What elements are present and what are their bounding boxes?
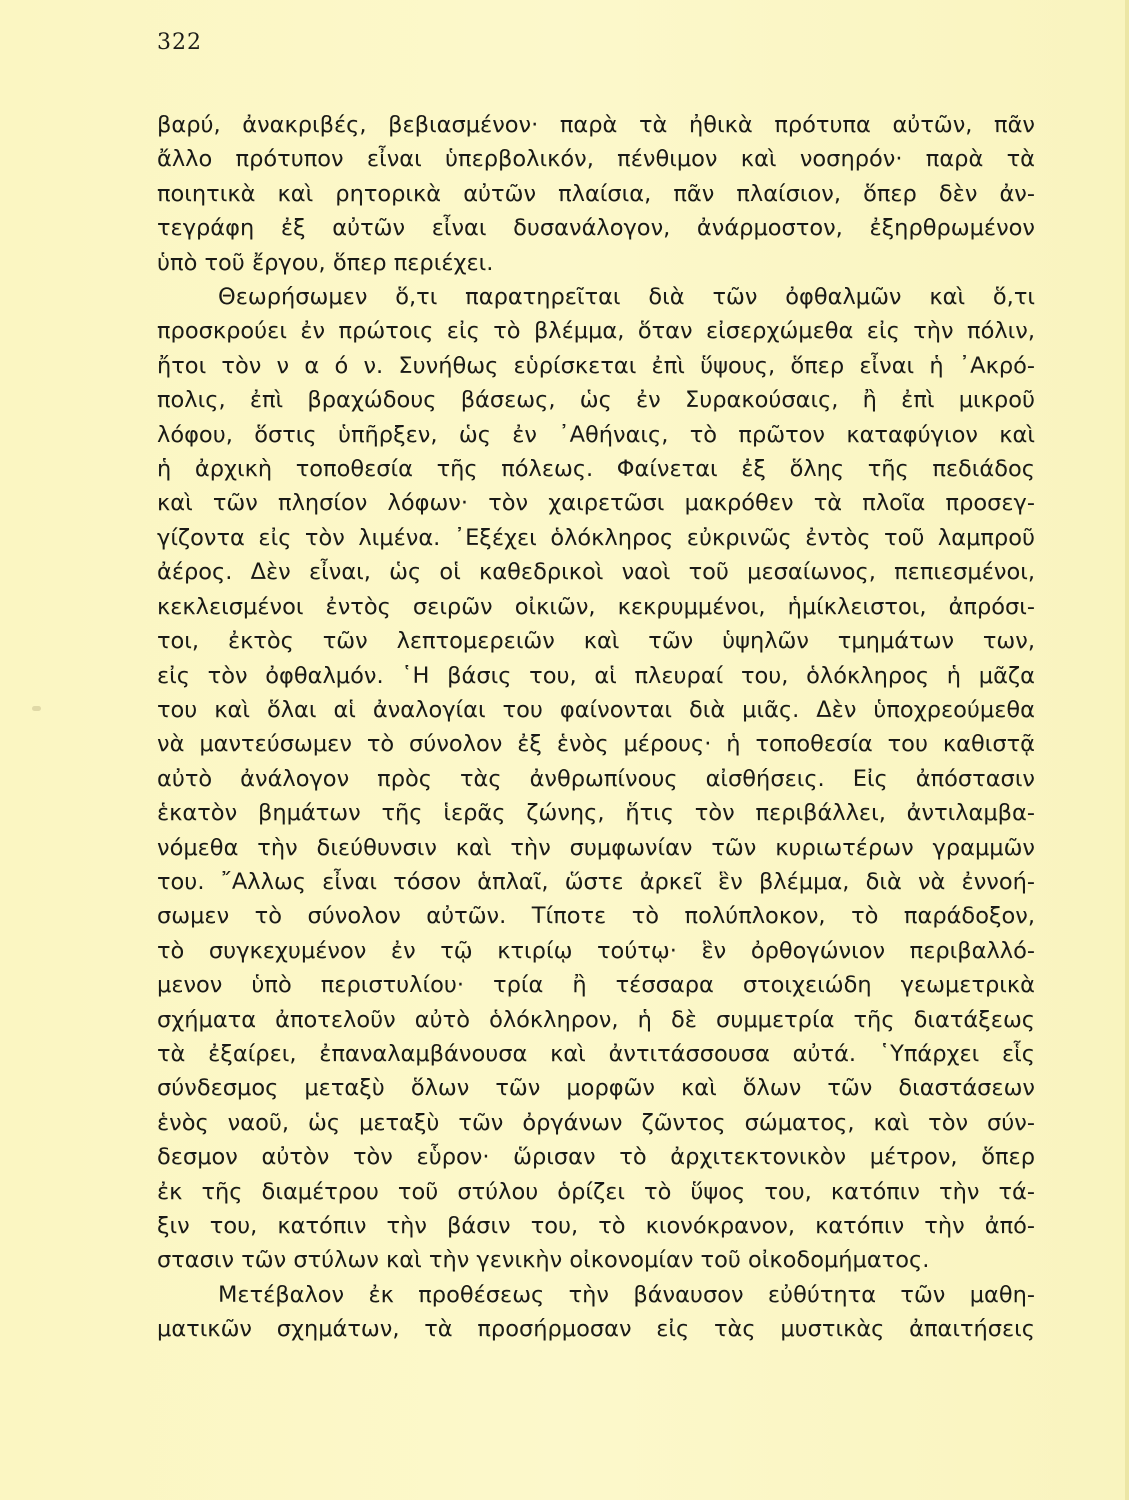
text-line: βαρύ, ἀνακριβές, βεβιασμένον· παρὰ τὰ ἠθικὰ πρότυπα αὐτῶν, πᾶν <box>157 112 1035 138</box>
text-line: ποιητικὰ καὶ ρητορικὰ αὐτῶν πλαίσια, πᾶν πλαίσιον, ὅπερ δὲν ἀν- <box>157 180 1035 207</box>
text-line: σύνδεσμος μεταξὺ ὅλων τῶν μορφῶν καὶ ὅλων τῶν διαστάσεων <box>157 1075 1035 1102</box>
paper-blemish <box>32 706 41 711</box>
text-line: Θεωρήσωμεν ὅ,τι παρατηρεῖται διὰ τῶν ὀφθαλμῶν καὶ ὅ,τι <box>218 284 1035 311</box>
text-line: τεγράφη ἐξ αὐτῶν εἶναι δυσανάλογον, ἀνάρμοστον, ἐξηρθρωμένον <box>157 215 1035 242</box>
text-line: καὶ τῶν πλησίον λόφων· τὸν χαιρετῶσι μακρόθεν τὰ πλοῖα προσεγ- <box>157 490 1035 517</box>
text-line: ὑπὸ τοῦ ἔργου, ὅπερ περιέχει. <box>157 249 494 276</box>
text-line: γίζοντα εἰς τὸν λιμένα. ᾿Εξέχει ὁλόκληρος εὐκρινῶς ἐντὸς τοῦ λαμπροῦ <box>157 524 1035 551</box>
text-line: δεσμον αὐτὸν τὸν εὗρον· ὥρισαν τὸ ἀρχιτεκτονικὸν μέτρον, ὅπερ <box>157 1144 1035 1171</box>
text-line: σωμεν τὸ σύνολον αὐτῶν. Τίποτε τὸ πολύπλοκον, τὸ παράδοξον, <box>157 903 1035 930</box>
text-line: ἀέρος. Δὲν εἶναι, ὡς οἱ καθεδρικοὶ ναοὶ τοῦ μεσαίωνος, πεπιεσμένοι, <box>157 559 1035 586</box>
text-line: τὰ ἐξαίρει, ἐπαναλαμβάνουσα καὶ ἀντιτάσσουσα αὐτά. ῾Υπάρχει εἷς <box>157 1040 1035 1067</box>
text-line: νὰ μαντεύσωμεν τὸ σύνολον ἐξ ἑνὸς μέρους· ἡ τοποθεσία του καθιστᾷ <box>157 731 1035 758</box>
text-line: ἑνὸς ναοῦ, ὡς μεταξὺ τῶν ὀργάνων ζῶντος σώματος, καὶ τὸν σύν- <box>157 1109 1035 1136</box>
text-line: εἰς τὸν ὀφθαλμόν. ῾Η βάσις του, αἱ πλευραί του, ὁλόκληρος ἡ μᾶζα <box>157 662 1035 689</box>
text-line: ἐκ τῆς διαμέτρου τοῦ στύλου ὁρίζει τὸ ὕψος του, κατόπιν τὴν τά- <box>157 1178 1035 1205</box>
text-line: πολις, ἐπὶ βραχώδους βάσεως, ὡς ἐν Συρακούσαις, ἢ ἐπὶ μικροῦ <box>157 387 1035 414</box>
text-line: ἡ ἀρχικὴ τοποθεσία τῆς πόλεως. Φαίνεται ἐξ ὅλης τῆς πεδιάδος <box>157 456 1035 483</box>
text-line: στασιν τῶν στύλων καὶ τὴν γενικὴν οἰκονομίαν τοῦ οἰκοδομήματος. <box>157 1247 930 1274</box>
text-line: του. ῎Αλλως εἶναι τόσον ἁπλαῖ, ὥστε ἀρκεῖ ἓν βλέμμα, διὰ νὰ ἐννοή- <box>157 868 1035 895</box>
text-line: του καὶ ὅλαι αἱ ἀναλογίαι του φαίνονται διὰ μιᾶς. Δὲν ὑποχρεούμεθα <box>157 696 1035 723</box>
text-line: κεκλεισμένοι ἐντὸς σειρῶν οἰκιῶν, κεκρυμμένοι, ἡμίκλειστοι, ἀπρόσι- <box>157 593 1035 620</box>
text-line: ἑκατὸν βημάτων τῆς ἱερᾶς ζώνης, ἥτις τὸν περιβάλλει, ἀντιλαμβα- <box>157 800 1035 827</box>
text-line: μενον ὑπὸ περιστυλίου· τρία ἢ τέσσαρα στοιχειώδη γεωμετρικὰ <box>157 972 1035 999</box>
text-line: τοι, ἐκτὸς τῶν λεπτομερειῶν καὶ τῶν ὑψηλῶν τμημάτων των, <box>157 628 1035 655</box>
text-line: ξιν του, κατόπιν τὴν βάσιν του, τὸ κιονόκρανον, κατόπιν τὴν ἀπό- <box>157 1213 1035 1239</box>
page-number: 322 <box>157 30 202 55</box>
paragraph-1 <box>157 108 1035 280</box>
text-line: ματικῶν σχημάτων, τὰ προσήρμοσαν εἰς τὰς μυστικὰς ἀπαιτήσεις <box>157 1316 1035 1343</box>
text-line: Μετέβαλον ἐκ προθέσεως τὴν βάναυσον εὐθύτητα τῶν μαθη- <box>218 1281 1035 1308</box>
text-line: ἄλλο πρότυπον εἶναι ὑπερβολικόν, πένθιμον καὶ νοσηρόν· παρὰ τὰ <box>157 146 1035 173</box>
text-line: λόφου, ὅστις ὑπῆρξεν, ὡς ἐν ᾿Αθήναις, τὸ πρῶτον καταφύγιον καὶ <box>157 421 1035 448</box>
paragraph-3 <box>157 1278 1035 1347</box>
text-line: προσκρούει ἐν πρώτοις εἰς τὸ βλέμμα, ὅταν εἰσερχώμεθα εἰς τὴν πόλιν, <box>157 318 1035 345</box>
text-line: αὐτὸ ἀνάλογον πρὸς τὰς ἀνθρωπίνους αἰσθήσεις. Εἰς ἀπόστασιν <box>157 765 1035 792</box>
text-line: ἤτοι τὸν ν α ό ν. Συνήθως εὑρίσκεται ἐπὶ ὕψους, ὅπερ εἶναι ἡ ᾿Ακρό- <box>157 352 1035 379</box>
text-line: τὸ συγκεχυμένον ἐν τῷ κτιρίῳ τούτῳ· ἓν ὀρθογώνιον περιβαλλό- <box>157 937 1035 964</box>
body-text <box>157 108 1035 1347</box>
text-line: νόμεθα τὴν διεύθυνσιν καὶ τὴν συμφωνίαν τῶν κυριωτέρων γραμμῶν <box>157 834 1035 861</box>
text-line: σχήματα ἀποτελοῦν αὐτὸ ὁλόκληρον, ἡ δὲ συμμετρία τῆς διατάξεως <box>157 1006 1035 1033</box>
paragraph-2 <box>157 280 1035 1278</box>
